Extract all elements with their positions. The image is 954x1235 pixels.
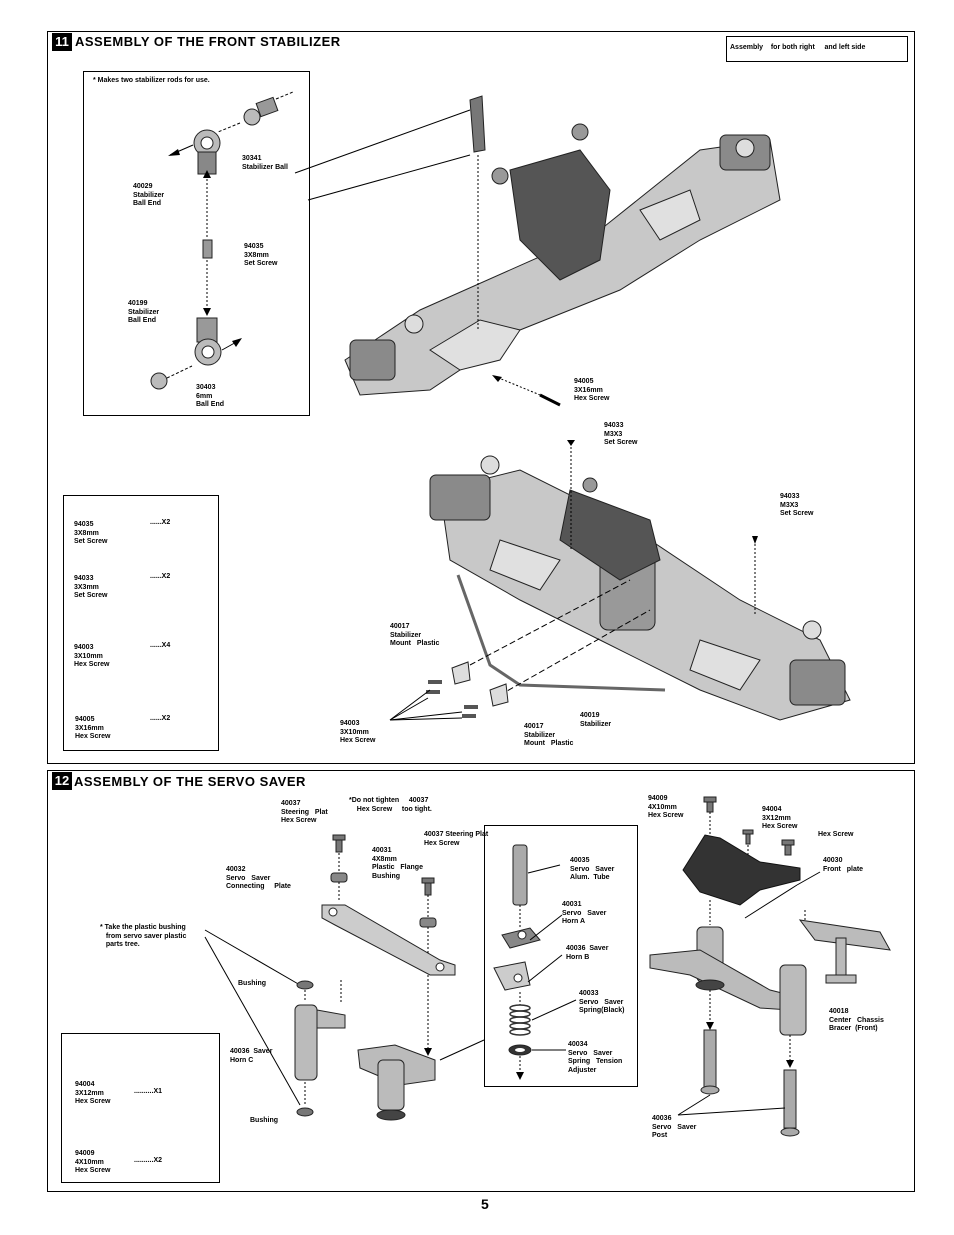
inset-note: * Makes two stabilizer rods for use. xyxy=(93,77,210,84)
bushing-40031 xyxy=(331,873,347,882)
label-40018: 40018 Center Chassis Bracer (Front) xyxy=(829,1008,884,1032)
bushing-upper xyxy=(297,981,313,989)
parts-list-11-item-1-qty: ......X2 xyxy=(150,519,171,526)
alum-tube-40035 xyxy=(513,845,527,905)
parts-list-11-item-1-label: 94035 3X8mm Set Screw xyxy=(74,521,108,545)
label-40030: 40030 Front plate xyxy=(823,857,864,873)
label-40032: 40032 Servo Saver Connecting Plate xyxy=(226,866,291,890)
bushing-lower xyxy=(297,1108,313,1116)
bushing-note: * Take the plastic bushing from servo saver plastic parts tree. xyxy=(100,924,187,948)
label-94035: 94035 3X8mm Set Screw xyxy=(244,243,278,267)
label-bushing-2: Bushing xyxy=(250,1117,278,1124)
label-40037-a: 40037 Steering Plat Hex Screw xyxy=(281,800,328,824)
label-94033-a: 94033 M3X3 Set Screw xyxy=(604,422,638,446)
servo-saver-horn-a xyxy=(502,928,540,948)
label-horn-c: 40036 Saver Horn C xyxy=(230,1048,273,1064)
label-40036: 40036 Servo Saver Post xyxy=(652,1115,697,1139)
servo-saver-posts-40036 xyxy=(701,1030,799,1136)
label-94003: 94003 3X10mm Hex Screw xyxy=(340,720,376,744)
parts-list-11-item-3-label: 94003 3X10mm Hex Screw xyxy=(74,644,110,668)
label-40037-note: *Do not tighten 40037 Hex Screw too tight. xyxy=(349,797,432,813)
label-40033: 40033 Servo Saver Spring(Black) xyxy=(579,990,625,1014)
label-40035: 40035 Servo Saver Alum. Tube xyxy=(570,857,615,881)
parts-list-12-item-2-qty: ..........X2 xyxy=(134,1157,163,1164)
hex-screw-40037 xyxy=(333,835,345,852)
label-30341: 30341 Stabilizer Ball xyxy=(242,155,288,171)
label-94009: 94009 4X10mm Hex Screw xyxy=(648,795,684,819)
parts-list-12-item-1-label: 94004 3X12mm Hex Screw xyxy=(75,1081,111,1105)
parts-list-12-item-2-label: 94009 4X10mm Hex Screw xyxy=(75,1150,111,1174)
servo-saver-assembled xyxy=(358,1045,435,1120)
label-94004: 94004 3X12mm Hex Screw xyxy=(762,806,798,830)
parts-list-11-item-2-qty: ......X2 xyxy=(150,573,171,580)
servo-saver-horn-b xyxy=(494,962,530,990)
label-bushing-1: Bushing xyxy=(238,980,266,987)
label-40017-a: 40017 Stabilizer Mount Plastic xyxy=(390,623,440,647)
parts-list-11-item-3-qty: ......X4 xyxy=(150,642,171,649)
center-chassis-bracer-40018 xyxy=(800,920,890,983)
section-11-title: ASSEMBLY OF THE FRONT STABILIZER xyxy=(75,34,341,49)
page-number: 5 xyxy=(481,1196,489,1212)
label-94005: 94005 3X16mm Hex Screw xyxy=(574,378,610,402)
label-40199: 40199 Stabilizer Ball End xyxy=(128,300,160,324)
servo-saver-assembly-right xyxy=(650,927,806,1035)
parts-list-11-item-4-label: 94005 3X16mm Hex Screw xyxy=(75,716,111,740)
spring-40033 xyxy=(510,1005,530,1035)
label-hex-screw-word: Hex Screw xyxy=(818,831,854,838)
label-94033-b: 94033 M3X3 Set Screw xyxy=(780,493,814,517)
parts-list-11-item-4-qty: ......X2 xyxy=(150,715,171,722)
step-number-11: 11 xyxy=(52,33,72,51)
label-40031-horn-a: 40031 Servo Saver Horn A xyxy=(562,901,607,925)
label-40037-c: 40037 Steering Plat Hex Screw xyxy=(424,831,489,847)
label-40019: 40019 Stabilizer xyxy=(580,712,612,728)
label-40029: 40029 Stabilizer Ball End xyxy=(133,183,165,207)
step-number-12: 12 xyxy=(52,772,72,790)
servo-saver-horn-c xyxy=(295,1005,345,1080)
label-40017-b: 40017 Stabilizer Mount Plastic xyxy=(524,723,574,747)
connecting-plate-40032 xyxy=(322,905,455,975)
parts-list-11-item-2-label: 94033 3X3mm Set Screw xyxy=(74,575,108,599)
section-12-title: ASSEMBLY OF THE SERVO SAVER xyxy=(74,774,306,789)
label-30403: 30403 6mm Ball End xyxy=(196,384,225,408)
label-horn-b: 40036 Saver Horn B xyxy=(566,945,609,961)
label-40034: 40034 Servo Saver Spring Tension Adjuster xyxy=(568,1041,623,1074)
assembly-side-note: Assembly for both right and left side xyxy=(730,44,866,51)
parts-list-12-item-1-qty: ..........X1 xyxy=(134,1088,163,1095)
label-40031-bushing: 40031 4X8mm Plastic Flange Bushing xyxy=(372,847,423,880)
